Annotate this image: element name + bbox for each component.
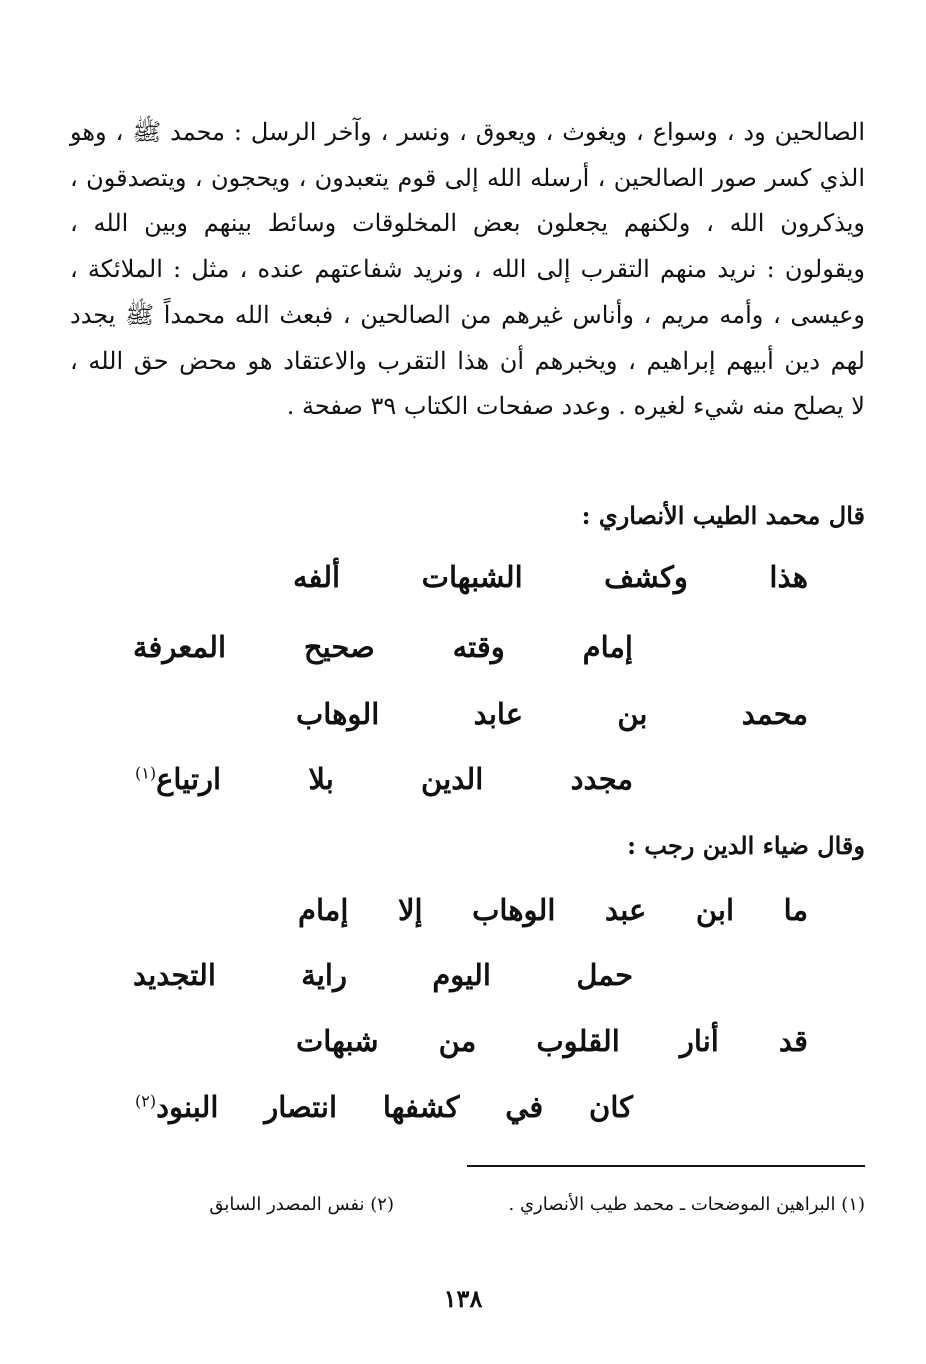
poem-verse: إمام وقته صحيح المعرفة (133, 630, 633, 664)
paragraph-line: لهم دين أبيهم إبراهيم ، ويخبرهم أن هذا التقرب والاعتقاد هو محض حق الله ، (70, 346, 865, 375)
poem-verse: هذا وكشف الشبهات ألفه (293, 560, 808, 594)
page-number: ١٣٨ (443, 1284, 483, 1313)
verse-text: كان في كشفها انتصار البنود (156, 1090, 633, 1124)
paragraph-line: الذي كسر صور الصالحين ، أرسله الله إلى قوم يتعبدون ، ويحجون ، ويتصدقون ، (70, 163, 865, 192)
footnote: (١) البراهين الموضحات ـ محمد طيب الأنصاري . (508, 1194, 865, 1215)
poem-intro: وقال ضياء الدين رجب : (627, 831, 865, 860)
poem-verse: حمل اليوم راية التجديد (133, 958, 633, 992)
footnote-ref: (١) (135, 763, 157, 783)
poem-intro: قال محمد الطيب الأنصاري : (581, 501, 865, 530)
paragraph-line: وعيسى ، وأمه مريم ، وأناس غيرهم من الصالحين ، فبعث الله محمداً ﷺ يجدد (70, 300, 866, 329)
paragraph-line: ويقولون : نريد منهم التقرب إلى الله ، ونريد شفاعتهم عنده ، مثل : الملائكة ، (70, 255, 865, 284)
paragraph-line: الصالحين ود ، وسواع ، ويغوث ، ويعوق ، ونسر ، وآخر الرسل : محمد ﷺ ، وهو (70, 118, 866, 146)
footnote-divider (467, 1165, 865, 1167)
poem-verse: قد أنار القلوب من شبهات (296, 1024, 808, 1058)
poem-verse: محمد بن عابد الوهاب (296, 697, 808, 731)
poem-verse (135, 1090, 633, 1124)
poem-verse (135, 762, 633, 796)
footnote: (٢) نفس المصدر السابق (209, 1194, 394, 1215)
body-paragraph (70, 110, 865, 430)
paragraph-line: ويذكرون الله ، ولكنهم يجعلون بعض المخلوقات وسائط بينهم وبين الله ، (70, 209, 865, 238)
verse-text: مجدد الدين بلا ارتياع (156, 762, 633, 796)
poem-verse: ما ابن عبد الوهاب إلا إمام (298, 893, 808, 927)
paragraph-line: لا يصلح منه شيء لغيره . وعدد صفحات الكتاب ٣٩ صفحة . (286, 392, 865, 421)
footnote-ref: (٢) (135, 1091, 157, 1111)
